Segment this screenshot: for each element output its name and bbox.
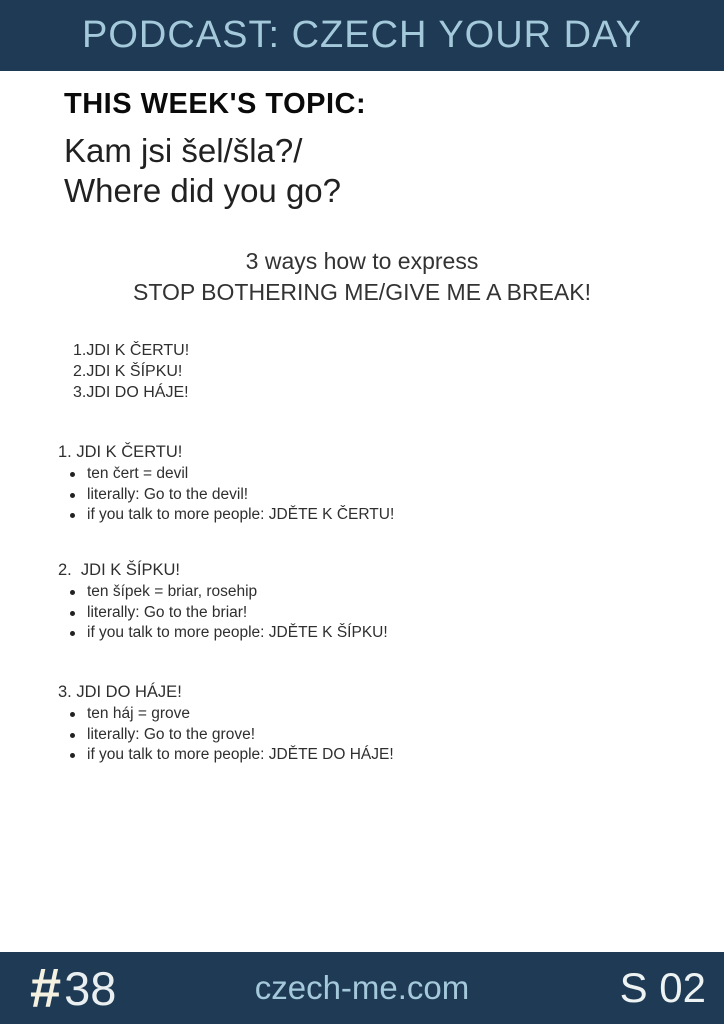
section-bullets (58, 582, 388, 644)
intro-line-1: 3 ways how to express (245, 248, 479, 274)
episode-number: 38 (64, 961, 117, 1015)
bullet-item: if you talk to more people: JDĚTE K ČERTU! (58, 505, 394, 526)
phrase-item: 3.JDI DO HÁJE! (73, 384, 189, 401)
topic-czech: Kam jsi šel/šla?/ (64, 132, 303, 169)
section-jdi-k-sipku (58, 560, 388, 644)
hash-icon: # (30, 956, 62, 1019)
bullet-item: ten háj = grove (58, 704, 394, 725)
section-jdi-k-certu (58, 442, 394, 526)
phrase-item: 2.JDI K ŠÍPKU! (73, 363, 183, 380)
phrase-item: 1.JDI K ČERTU! (73, 342, 190, 359)
bullet-item: literally: Go to the devil! (58, 485, 394, 506)
section-heading: 1. JDI K ČERTU! (58, 443, 183, 461)
section-heading: 2. JDI K ŠÍPKU! (58, 561, 180, 579)
topic-label: THIS WEEK'S TOPIC: (64, 88, 367, 120)
bullet-item: ten šípek = briar, rosehip (58, 582, 388, 603)
bullet-item: if you talk to more people: JDĚTE DO HÁJE! (58, 745, 394, 766)
section-bullets (58, 704, 394, 766)
phrase-list (73, 340, 189, 403)
website-url: czech-me.com (254, 969, 470, 1006)
topic-block (64, 88, 366, 211)
top-banner (0, 0, 724, 71)
topic-english: Where did you go? (64, 172, 342, 209)
bottom-banner (0, 952, 724, 1024)
section-heading: 3. JDI DO HÁJE! (58, 683, 182, 701)
section-jdi-do-haje (58, 682, 394, 766)
bullet-item: literally: Go to the grove! (58, 725, 394, 746)
podcast-title: PODCAST: CZECH YOUR DAY (81, 14, 642, 56)
intro-line-2: STOP BOTHERING ME/GIVE ME A BREAK! (133, 279, 591, 305)
bullet-item: ten čert = devil (58, 464, 394, 485)
bullet-item: literally: Go to the briar! (58, 603, 388, 624)
bullet-item: if you talk to more people: JDĚTE K ŠÍPKU! (58, 623, 388, 644)
season-label: S 02 (619, 964, 706, 1011)
intro-block (0, 246, 724, 308)
section-bullets (58, 464, 394, 526)
